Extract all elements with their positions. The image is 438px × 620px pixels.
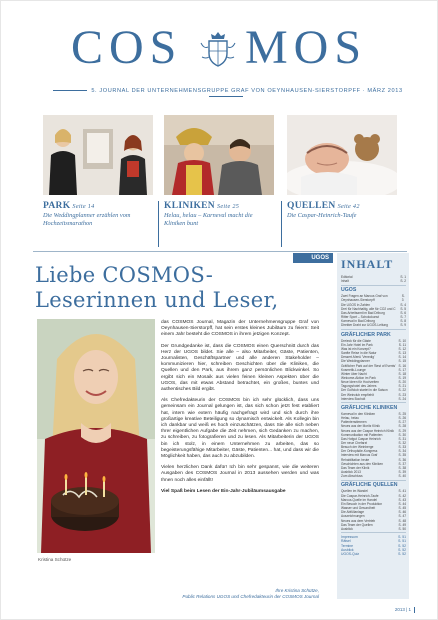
teaser-strip bbox=[43, 115, 397, 249]
toc-entry-label: Ein Jahr Hotel im Park bbox=[341, 342, 373, 347]
toc-entry-page: S. 27 bbox=[398, 420, 406, 425]
toc-entry-label: Die UGOS in Zahlen bbox=[341, 302, 371, 307]
toc-entry-label: Drei für Nachhaltig, alle für CO2 und C bbox=[341, 306, 396, 311]
article-body bbox=[161, 320, 319, 500]
teaser-kliniken[interactable] bbox=[164, 115, 274, 249]
toc-entry-page: S. 37 bbox=[398, 461, 406, 466]
toc-entry-page: S. 16 bbox=[398, 363, 406, 368]
teaser-park-photo bbox=[43, 115, 153, 195]
toc-entry-page: S. 30 bbox=[398, 432, 406, 437]
teaser-park-page: Seite 14 bbox=[72, 203, 95, 210]
article-paragraph: Der Grundgedanke ist, dass die COSMOS einen Querschnitt durch das Herz der UGOS bildet. Sie alle – also Mitarbeiter, Gäste, Patienten, Journalisten, Geschäftspartner und alle anderen Stakeholder – kommunizieren hier, schreiben Geschichten über die Kliniken, die Quellen und den Park, aus ihrem ganz persönlichen Blickwinkel. So ergibt sich ein Mosaik aus vielen feinen kleinen Aspekten über die UGOS, das mit etwas Abstand betrachtet, ein großes, buntes und authentisches Bild ergibt. bbox=[161, 343, 319, 393]
toc-entry-label: Neues aus dem Vertrieb bbox=[341, 518, 376, 523]
toc-divider bbox=[341, 285, 406, 286]
toc-entry-label: Interview mit Marcus Graf bbox=[341, 453, 378, 458]
toc-entry-page: S. 10 bbox=[398, 338, 406, 343]
toc-entry-page: S. 31 bbox=[398, 436, 406, 441]
article-signature: Ihre Kristina Schütze, Public Relations UGOS und Chefredakteurin der COSMOS Journal bbox=[182, 588, 319, 599]
toc-entry-label: Das Arbeitsamt im Bad Driburg bbox=[341, 310, 385, 315]
toc-entry-label: Inhalt bbox=[341, 279, 349, 284]
toc-entry-page: S. 4 bbox=[400, 302, 406, 307]
toc-entry-label: Das Hofgut Caspar Heinrich bbox=[341, 436, 381, 441]
photo-caption: Kristina Schütze bbox=[38, 557, 72, 562]
toc-entry-label: Dessert-Menü 'Venedig' bbox=[341, 355, 375, 360]
toc-entry-page: S. 46 bbox=[398, 510, 406, 515]
toc-entry-page: S. 32 bbox=[398, 441, 406, 445]
teaser-quellen-page: Seite 42 bbox=[337, 203, 360, 210]
toc-entry[interactable] bbox=[341, 474, 406, 478]
toc-entry-label: Gräflicher Park auf der 'Best of Events' bbox=[341, 363, 396, 368]
toc-entry-page: S. 39 bbox=[398, 470, 406, 475]
toc-entry-page: S. 52 bbox=[398, 547, 406, 552]
toc-entry-page: S. 47 bbox=[398, 514, 406, 519]
toc-divider bbox=[341, 532, 406, 533]
toc-entry-label: Termine bbox=[341, 543, 354, 548]
toc-entry-label: Karneval in Bad Driburg bbox=[341, 319, 375, 324]
toc-divider bbox=[341, 402, 406, 403]
teaser-quellen[interactable] bbox=[287, 115, 397, 249]
toc-entry-page: S. 49 bbox=[398, 522, 406, 527]
toc-entry-label: Karneval in den Kliniken bbox=[341, 411, 376, 416]
toc-entry-label: Rehabilitation heute bbox=[341, 457, 370, 462]
toc-section-heading: GRÄFLICHE QUELLEN bbox=[341, 482, 398, 489]
coat-of-arms-icon bbox=[197, 29, 239, 69]
toc-entry-label: Marcus-Quelle im Handel bbox=[341, 497, 377, 502]
toc-entry-label: Zum Abschluss bbox=[341, 474, 363, 479]
toc-entry-page: S. 14 bbox=[398, 355, 406, 360]
toc-entry-page: S. 24 bbox=[398, 396, 406, 401]
article-paragraph: Vielen herzlichen Dank dafür! Ich bin sehr gespannt, wie die weiteren Ausgaben des COSMOS Journal in 2013 aussehen werden und was Ihnen noch alles einfällt! bbox=[161, 465, 319, 483]
toc-entry-label: Das Team der Quellen bbox=[341, 522, 373, 527]
toc-entry-label: Ritter Sport – Schokokunst bbox=[341, 315, 379, 320]
toc-entry-page: S. 51 bbox=[398, 534, 406, 539]
toc-entry-label: Winter über Nacht bbox=[341, 371, 367, 376]
toc-entry-page: S. 35 bbox=[398, 453, 406, 458]
toc-entry-label: Editorial bbox=[341, 275, 353, 279]
toc-section-heading: GRÄFLICHE KLINIKEN bbox=[341, 404, 398, 411]
toc-entry-label: Neues aus der Moritz Klinik bbox=[341, 424, 380, 429]
toc-entry-label: Interview Bocholt bbox=[341, 396, 366, 401]
toc-entry[interactable] bbox=[341, 397, 406, 401]
article-paragraph: Als Chefredakteurin der COSMOS bin ich sehr glücklich, dass uns gemeinsam ein Journal gelungen ist, das sich schon jetzt fest etabliert hat, intern wie extern häufig nachgefragt wird und sich durch ihre großartige kreative Beteiligung so dynamisch entwickelt. Als Kollegin bin ich dankbar und weiß es hoch einzuschätzen, dass Sie alle sich neben Ihrer eigentlichen Aufgabe die Zeit nehmen, sich Gedanken zu machen, zu schreiben, zu fotografieren und zu lesen. Als Mitarbeiterin der UGOS bin ich stolz, in einem Unternehmen zu arbeiten, das so begeisterungsfähige Mitarbeiter, Gäste, Patienten... hat, und dass wir die Möglichkeit haben, das auch zu abzubilden. bbox=[161, 398, 319, 460]
toc-entry-page: S. 52 bbox=[398, 543, 406, 548]
toc-entry-page: S. 1 bbox=[400, 275, 406, 279]
toc-entry-label: Ausblick bbox=[341, 547, 354, 552]
toc-entry-page: S. 41 bbox=[398, 489, 406, 494]
teaser-quellen-text: Die Caspar-Heinrich-Taufe bbox=[287, 212, 357, 219]
toc-entry-page: S. 11 bbox=[398, 342, 406, 347]
toc-entry[interactable] bbox=[341, 279, 406, 283]
toc-entry-page: S. 7 bbox=[400, 315, 406, 320]
masthead-logo-right: MOS bbox=[245, 21, 368, 74]
toc-entry-label: Der Orthopädie-Kongress bbox=[341, 449, 378, 454]
toc-entry-page: S. 20 bbox=[398, 380, 406, 385]
toc-entry-page: S. 45 bbox=[398, 506, 406, 511]
masthead bbox=[1, 23, 438, 73]
toc-entry-page: S. 33 bbox=[398, 445, 406, 450]
toc-entry-page: S. 23 bbox=[398, 392, 406, 397]
toc-entry-page: S. 12 bbox=[398, 346, 406, 351]
toc-entry-label: Der Golfclub startet in die Saison bbox=[341, 388, 388, 393]
toc-entry-label: Patientenstimmen bbox=[341, 420, 367, 425]
toc-entry-page: S. 48 bbox=[398, 518, 406, 523]
toc-entry[interactable] bbox=[341, 552, 406, 556]
toc-entry-label: Direkter Draht zur UGOS-Leitung bbox=[341, 323, 388, 328]
author-portrait-photo bbox=[37, 319, 155, 553]
teaser-kliniken-page: Seite 25 bbox=[216, 203, 240, 210]
toc-entry-page: S. 26 bbox=[398, 416, 406, 421]
teaser-park[interactable] bbox=[43, 115, 153, 249]
toc-entry-page: S. 9 bbox=[400, 323, 406, 328]
toc-entry-page: S. 2 bbox=[400, 279, 406, 284]
toc-entry-page: S. 5 bbox=[400, 306, 406, 311]
toc-entry-page: S. 3 bbox=[401, 294, 405, 303]
toc-entry-page: S. 29 bbox=[398, 428, 406, 433]
toc-entry-page: S. 40 bbox=[398, 474, 406, 479]
toc-entry[interactable] bbox=[341, 527, 406, 531]
toc-divider bbox=[341, 329, 406, 330]
toc-entry-label: Die Weddingplanner bbox=[341, 359, 370, 364]
toc-entry-label: Quellen im Wandel bbox=[341, 489, 368, 494]
toc-entry-label: Tagungshotel des Jahres bbox=[341, 384, 377, 389]
toc-divider bbox=[341, 480, 406, 481]
toc-entry-label: Auszeichnungen bbox=[341, 514, 365, 519]
toc-entry-page: S. 15 bbox=[398, 359, 406, 364]
divider bbox=[33, 251, 407, 252]
toc-entry-label: Geschichten aus den Kliniken bbox=[341, 461, 383, 466]
toc-entry-label: Der Weinclub empfiehlt bbox=[341, 392, 374, 397]
toc-entry-label: Ausblick bbox=[341, 526, 353, 531]
toc-list bbox=[341, 275, 406, 556]
toc-entry-label: Neues aus der Caspar Heinrich Klinik bbox=[341, 428, 394, 433]
toc-entry-label: Die Abfüllanlage bbox=[341, 510, 365, 515]
toc-entry-page: S. 51 bbox=[398, 539, 406, 544]
toc-entry-label: Was ist ein Konzept? bbox=[341, 346, 371, 351]
toc-entry-label: Das Team der Klinik bbox=[341, 465, 370, 470]
toc-section-heading: GRÄFLICHER PARK bbox=[341, 331, 391, 338]
toc-entry-page: S. 44 bbox=[398, 501, 406, 506]
toc-entry-label: Besuch der Weinberge bbox=[341, 445, 374, 450]
toc-entry-page: S. 36 bbox=[398, 457, 406, 462]
masthead-subtitle: 5. JOURNAL DER UNTERNEHMENSGRUPPE GRAF VON OEYNHAUSEN-SIERSTORPFF · MÄRZ 2013 bbox=[41, 88, 411, 100]
toc-entry-label: Zwei Fragen an Marcus Graf von Oeynhausen-Sierstorpff bbox=[341, 294, 388, 303]
toc-entry-label: Impressum bbox=[341, 534, 358, 539]
toc-entry[interactable] bbox=[341, 323, 406, 327]
toc-entry-page: S. 18 bbox=[398, 371, 406, 376]
toc-title: INHALT bbox=[341, 257, 394, 271]
toc-entry-label: Die Caspar-Heinrich-Taufe bbox=[341, 493, 379, 498]
toc-entry-label: Welcome-Aktion im Park bbox=[341, 375, 376, 380]
toc-entry-label: Kosmetik-Lounge bbox=[341, 367, 366, 372]
teaser-park-text: Die Weddingplanner erzählen vom Hochzeitsmarathon bbox=[43, 212, 131, 227]
table-of-contents bbox=[337, 253, 409, 599]
toc-entry-page: S. 28 bbox=[398, 424, 406, 429]
toc-entry-page: S. 38 bbox=[398, 465, 406, 470]
masthead-logo-left: COS bbox=[71, 21, 183, 74]
toc-entry-page: S. 17 bbox=[398, 367, 406, 372]
toc-entry-page: S. 22 bbox=[398, 388, 406, 393]
toc-entry-label: Sanfte Reise in die Natur bbox=[341, 351, 377, 356]
article-paragraph: Viel Spaß beim Lesen der Ein-Jahr-Jubiläumsausgabe bbox=[161, 488, 286, 494]
toc-entry-label: Der neue Chefarzt bbox=[341, 441, 368, 445]
toc-entry-label: Ausblick 2013 bbox=[341, 470, 361, 475]
toc-section-heading: UGOS bbox=[341, 287, 357, 294]
toc-entry-label: Ein Besuch in der Produktion bbox=[341, 501, 383, 506]
toc-entry-page: S. 25 bbox=[398, 411, 406, 416]
toc-entry-label: UGOS-Quiz bbox=[341, 552, 360, 557]
toc-entry-label: Rätsel bbox=[341, 539, 351, 544]
page-footer: 2013 | 1 bbox=[395, 607, 415, 613]
toc-entry-page: S. 8 bbox=[400, 319, 406, 324]
toc-entry-page: S. 50 bbox=[398, 526, 406, 531]
toc-entry[interactable] bbox=[341, 294, 406, 302]
teaser-park-title: PARK bbox=[43, 201, 71, 211]
teaser-kliniken-photo bbox=[164, 115, 274, 195]
toc-entry-page: S. 21 bbox=[398, 384, 406, 389]
teaser-quellen-title: QUELLEN bbox=[287, 201, 336, 211]
toc-entry-page: S. 6 bbox=[400, 310, 406, 315]
toc-entry-page: S. 34 bbox=[398, 449, 406, 454]
toc-entry-page: S. 19 bbox=[398, 375, 406, 380]
teaser-quellen-photo bbox=[287, 115, 397, 195]
toc-entry-label: Wasser und Gesundheit bbox=[341, 506, 376, 511]
toc-entry-label: Helau, helau bbox=[341, 416, 359, 421]
toc-entry-label: Kommunikation mit Patienten bbox=[341, 432, 383, 437]
article-headline: Liebe COSMOS- Leserinnen und Leser, bbox=[35, 263, 279, 312]
article-paragraph: das COSMOS Journal, Magazin der Unternehmensgruppe Graf von Oeynhausen-Sierstorpff, hat sein erstes kleines Jubiläum zu feiern: Seit einem Jahr besteht die COSMOS in ihrem jetzigen Konzept. bbox=[161, 320, 319, 338]
toc-entry-page: S. 52 bbox=[398, 552, 406, 557]
toc-entry-label: Dreieck für die Gäste bbox=[341, 338, 371, 343]
toc-entry-label: Neue Ideen für Hochzeiten bbox=[341, 380, 379, 385]
toc-entry-page: S. 43 bbox=[398, 497, 406, 502]
toc-entry-page: S. 42 bbox=[398, 493, 406, 498]
section-tag-ugos: UGOS bbox=[293, 253, 333, 263]
teaser-kliniken-title: KLINIKEN bbox=[164, 201, 215, 211]
teaser-kliniken-text: Helau, helau – Karneval macht die Kliniken bunt bbox=[164, 212, 253, 227]
toc-entry-page: S. 13 bbox=[398, 351, 406, 356]
